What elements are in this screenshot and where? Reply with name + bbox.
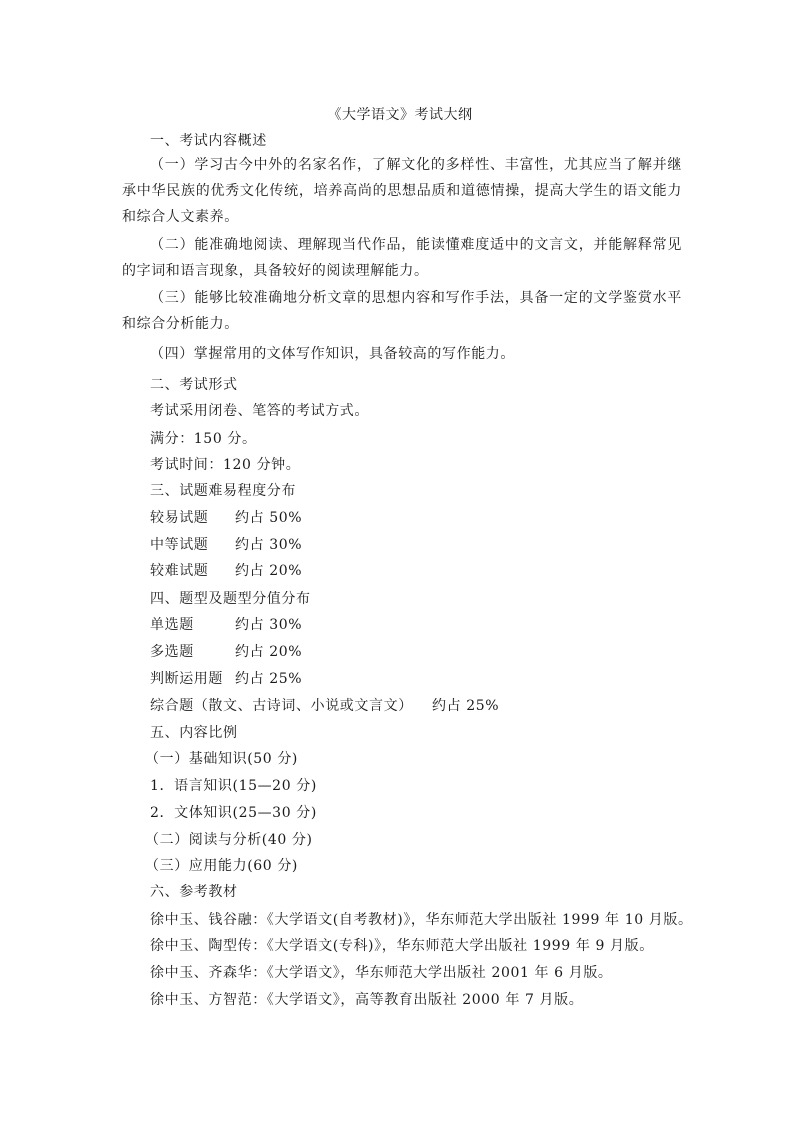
content-ratio-line: （一）基础知识(50 分) xyxy=(145,751,298,767)
question-type-label: 判断运用题 xyxy=(150,671,223,687)
difficulty-row xyxy=(150,562,303,580)
difficulty-row xyxy=(150,536,303,554)
question-type-value: 约占 25% xyxy=(235,671,303,687)
section-heading-3: 三、试题难易程度分布 xyxy=(150,483,296,499)
exam-format-line: 考试采用闭卷、笔答的考试方式。 xyxy=(150,403,369,419)
paragraph-1-3: （三）能够比较准确地分析文章的思想内容和写作手法，具备一定的文学鉴赏水平和综合分析能力。 xyxy=(122,290,682,332)
content-ratio-line: 2．文体知识(25—30 分) xyxy=(150,805,317,821)
reference-item: 徐中玉、方智范：《大学语文》，高等教育出版社 2000 年 7 月版。 xyxy=(150,992,584,1008)
difficulty-value: 约占 50% xyxy=(235,510,303,526)
question-type-value: 约占 20% xyxy=(235,644,303,660)
question-type-label: 多选题 xyxy=(150,644,194,660)
difficulty-label: 较易试题 xyxy=(150,510,209,526)
exam-time-line: 考试时间：120 分钟。 xyxy=(150,457,301,473)
reference-item: 徐中玉、钱谷融：《大学语文(自考教材)》，华东师范大学出版社 1999 年 10 月版。 xyxy=(150,912,693,928)
paragraph-1-4: （四）掌握常用的文体写作知识，具备较高的写作能力。 xyxy=(150,346,515,362)
difficulty-row xyxy=(150,509,303,527)
section-heading-2: 二、考试形式 xyxy=(150,377,238,393)
difficulty-label: 中等试题 xyxy=(150,537,209,553)
difficulty-label: 较难试题 xyxy=(150,563,209,579)
section-heading-4: 四、题型及题型分值分布 xyxy=(150,591,311,607)
paragraph-1-2: （二）能准确地阅读、理解现当代作品，能读懂难度适中的文言文，并能解释常见的字词和语言现象，具备较好的阅读理解能力。 xyxy=(122,237,682,279)
content-ratio-line: （三）应用能力(60 分) xyxy=(145,858,298,874)
full-score-line: 满分：150 分。 xyxy=(150,431,257,447)
content-ratio-line: 1．语言知识(15—20 分) xyxy=(150,778,317,794)
question-type-row xyxy=(150,616,303,634)
difficulty-value: 约占 20% xyxy=(235,563,303,579)
question-type-value: 约占 30% xyxy=(235,617,303,633)
question-type-row xyxy=(150,670,303,688)
question-type-value: 约占 25% xyxy=(432,698,500,714)
reference-item: 徐中玉、陶型传：《大学语文(专科)》，华东师范大学出版社 1999 年 9 月版。 xyxy=(150,938,654,954)
difficulty-value: 约占 30% xyxy=(235,537,303,553)
question-type-row xyxy=(150,697,500,715)
question-type-label: 综合题（散文、古诗词、小说或文言文） xyxy=(150,698,413,714)
question-type-label: 单选题 xyxy=(150,617,194,633)
question-type-row xyxy=(150,643,303,661)
reference-item: 徐中玉、齐森华：《大学语文》，华东师范大学出版社 2001 年 6 月版。 xyxy=(150,965,613,981)
section-heading-5: 五、内容比例 xyxy=(150,725,238,741)
content-ratio-line: （二）阅读与分析(40 分) xyxy=(145,832,313,848)
paragraph-1-1: （一）学习古今中外的名家名作，了解文化的多样性、丰富性，尤其应当了解并继承中华民族的优秀文化传统，培养高尚的思想品质和道德情操，提高大学生的语文能力和综合人文素养。 xyxy=(122,157,682,225)
section-heading-1: 一、考试内容概述 xyxy=(150,133,267,149)
section-heading-6: 六、参考教材 xyxy=(150,884,238,900)
document-title: 《大学语文》考试大纲 xyxy=(327,107,473,123)
